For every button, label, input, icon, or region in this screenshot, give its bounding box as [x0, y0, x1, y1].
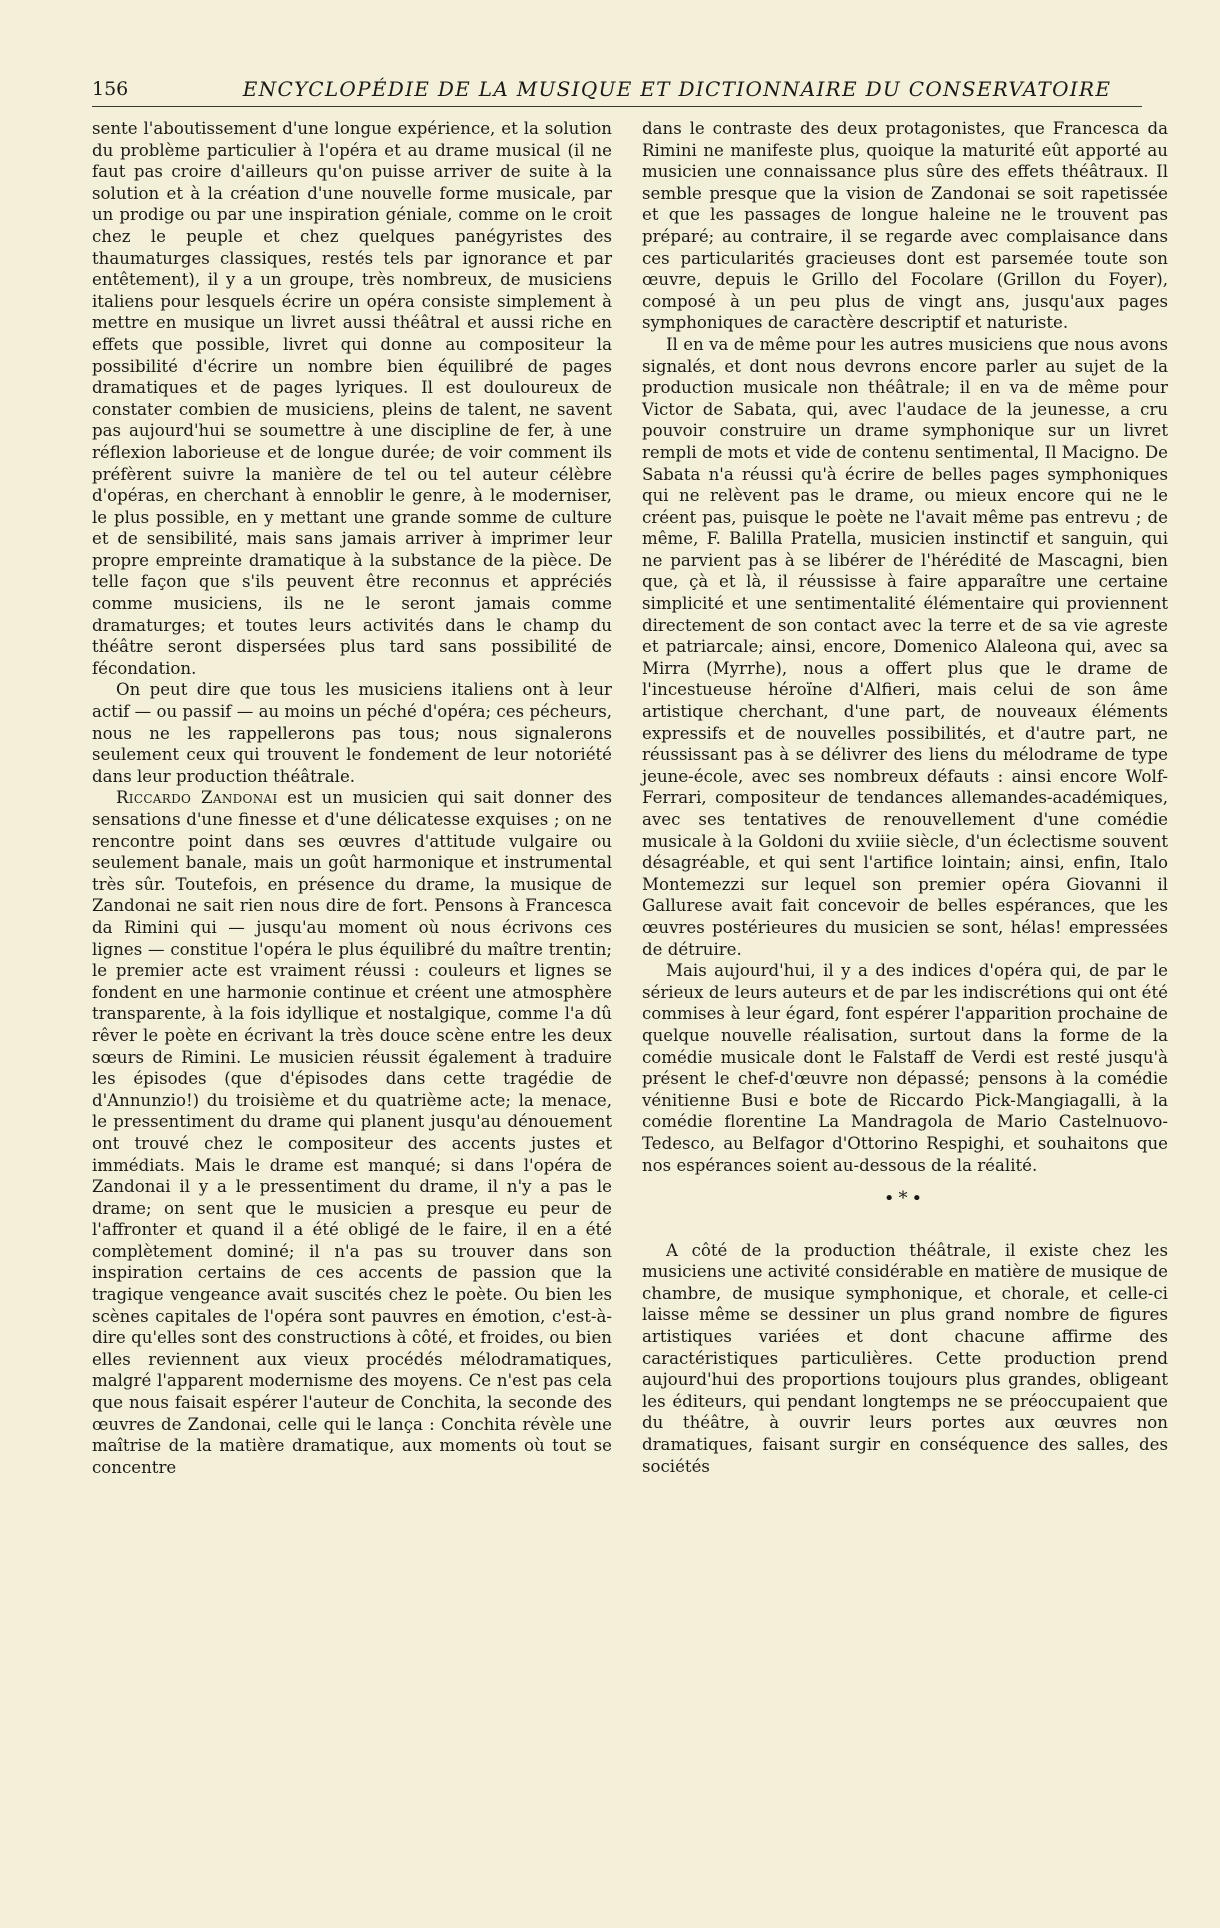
paragraph-left-2: On peut dire que tous les musiciens italiens ont à leur actif — ou passif — au moins un péché d'opéra; ces pécheurs, nous ne les rappellerons pas tous; nous signalerons seulement ceux qui trouvent le fondement de leur notoriété dans leur production théâtrale.: [92, 680, 612, 786]
section-separator: •*•: [883, 1188, 927, 1210]
paragraph-left-1: sente l'aboutissement d'une longue expérience, et la solution du problème particulier à l'opéra et au drame musical (il ne faut pas croire d'ailleurs qu'on puisse arriver de suite à la solution et à la création d'une nouvelle forme musicale, par un prodige ou par une inspiration géniale, comme on le croit chez le peuple et chez quelques panégyristes des thaumaturges classiques, restés tels par ignorance et par entêtement), il y a un groupe, très nombreux, de musiciens italiens pour lesquels écrire un opéra consiste simplement à mettre en musique un livret aussi théâtral et aussi riche en effets que possible, livret qui donne au compositeur la possibilité d'écrire un nombre bien équilibré de pages dramatiques et de pages lyriques. Il est douloureux de constater combien de musiciens, pleins de talent, ne savent pas aujourd'hui se soumettre à une discipline de fer, à une réflexion laborieuse et de longue durée; de voir comment ils préfèrent suivre la manière de tel ou tel auteur célèbre d'opéras, en cherchant à ennoblir le genre, à le moderniser, le plus possible, en y mettant une grande somme de culture et de sensibilité, mais sans jamais arriver à imprimer leur propre empreinte dramatique à la substance de la pièce. De telle façon que s'ils peuvent être reconnus et appréciés comme musiciens, ils ne le seront jamais comme dramaturges; et toutes leurs activités dans le champ du théâtre seront dispersées plus tard sans possibilité de fécondation.: [92, 119, 612, 678]
paragraph-right-1: dans le contraste des deux protagonistes, que Francesca da Rimini ne manifeste plus, quoique la maturité eût apporté au musicien une connaissance plus sûre des effets théâtraux. Il semble presque que la vision de Zandonai se soit rapetissée et que les passages de longue haleine ne le trouvent pas préparé; au contraire, il se regarde avec complaisance dans ces particularités gracieuses dont est parsemée toute son œuvre, depuis le Grillo del Focolare (Grillon du Foyer), composé à un peu plus de vingt ans, jusqu'aux pages symphoniques de caractère descriptif et naturiste.: [642, 119, 1168, 333]
paragraph-left-3-text: est un musicien qui sait donner des sensations d'une finesse et d'une délicatesse exquises ; on ne rencontre point dans ses œuvres d'attitude vulgaire ou seulement banale, mais un goût harmonique et instrumental très sûr. Toutefois, en présence du drame, la musique de Zandonai ne sait rien nous dire de fort. Pensons à Francesca da Rimini qui — jusqu'au moment où nous écrivons ces lignes — constitue l'opéra le plus équilibré du maître trentin; le premier acte est vraiment réussi : couleurs et lignes se fondent en une harmonie continue et créent une atmosphère transparente, à la fois idyllique et nostalgique, comme l'a dû rêver le poète en écrivant la très douce scène entre les deux sœurs de Rimini. Le musicien réussit également à traduire les épisodes (que d'épisodes dans cette tragédie de d'Annunzio!) du troisième et du quatrième acte; la menace, le pressentiment du drame qui planent jusqu'au dénouement ont trouvé chez le compositeur des accents justes et immédiats. Mais le drame est manqué; si dans l'opéra de Zandonai il y a le pressentiment du drame, il n'y a pas le drame; on sent que le musicien a presque eu peur de l'affronter et quand il a été obligé de le faire, il en a été complètement dominé; il n'a pas su trouver dans son inspiration certains de ces accents de passion que la tragique vengeance avait suscités chez le poète. Ou bien les scènes capitales de l'opéra sont pauvres en émotion, c'est-à-dire qu'elles sont des constructions à côté, et froides, ou bien elles reviennent aux vieux procédés mélodramatiques, malgré l'apparent modernisme des moyens. Ce n'est pas cela que nous faisait espérer l'auteur de Conchita, la seconde des œuvres de Zandonai, celle qui le lança : Conchita révèle une maîtrise de la matière dramatique, aux moments où tout se concentre: [92, 788, 612, 1477]
paragraph-right-2: Il en va de même pour les autres musiciens que nous avons signalés, et dont nous devrons encore parler au sujet de la production musicale non théâtrale; il en va de même pour Victor de Sabata, qui, avec l'audace de la jeunesse, a cru pouvoir construire un drame symphonique sur un livret rempli de mots et vide de contenu sentimental, Il Macigno. De Sabata n'a réussi qu'à écrire de belles pages symphoniques qui ne relèvent pas le drame, ou mieux encore qui ne le créent pas, puisque le poète ne l'avait même pas entrevu ; de même, F. Balilla Pratella, musicien instinctif et sanguin, qui ne parvient pas à se libérer de l'hérédité de Mascagni, bien que, çà et là, il réussisse à faire apparaître une certaine simplicité et une sentimentalité élémentaire qui proviennent directement de son contact avec la terre et de sa vie agreste et patriarcale; ainsi, encore, Domenico Alaleona qui, avec sa Mirra (Myrrhe), nous a offert plus que le drame de l'incestueuse héroïne d'Alfieri, mais celui de son âme artistique cherchant, d'une part, de nouveaux éléments expressifs et de nouvelles possibilités, et d'autre part, ne réussissant pas à se délivrer des liens du mélodrame de type jeune-école, avec ses nombreux défauts : ainsi encore Wolf-Ferrari, compositeur de tendances allemandes-académiques, avec ses tentatives de renouvellement d'une comédie musicale à la Goldoni du xviiie siècle, d'un éclectisme souvent désagréable, et qui sent l'artifice lointain; ainsi, enfin, Italo Montemezzi sur lequel son premier opéra Giovanni il Gallurese avait fait concevoir de belles espérances, que les œuvres postérieures du musicien se sont, hélas! empressées de détruire.: [642, 334, 1168, 959]
left-column: [92, 118, 612, 1478]
running-title: ENCYCLOPÉDIE DE LA MUSIQUE ET DICTIONNAIRE DU CONSERVATOIRE: [242, 77, 1112, 101]
page-number: 156: [92, 78, 129, 100]
paragraph-right-4: A côté de la production théâtrale, il existe chez les musiciens une activité considérable en matière de musique de chambre, de musique symphonique, et chorale, et celle-ci laisse même se dessiner un plus grand nombre de figures artistiques variées et dont chacune affirme des caractéristiques particulières. Cette production prend aujourd'hui des proportions toujours plus grandes, obligeant les éditeurs, qui pendant longtemps ne se préoccupaient que du théâtre, à ouvrir leurs portes aux œuvres non dramatiques, faisant surgir en conséquence des salles, des sociétés: [642, 1240, 1168, 1476]
right-column: [642, 118, 1168, 1477]
paragraph-left-3: [92, 787, 612, 1478]
page-header: [92, 74, 1142, 107]
composer-name: Riccardo Zandonai: [116, 788, 278, 808]
paragraph-right-3: Mais aujourd'hui, il y a des indices d'opéra qui, de par le sérieux de leurs auteurs et de par les indiscrétions qui ont été commises à leur égard, font espérer l'apparition prochaine de quelque nouvelle réalisation, surtout dans la forme de la comédie musicale dont le Falstaff de Verdi est resté jusqu'à présent le chef-d'œuvre non dépassé; pensons à la comédie vénitienne Busi e bote de Riccardo Pick-Mangiagalli, à la comédie florentine La Mandragola de Mario Castelnuovo-Tedesco, au Belfagor d'Ottorino Respighi, et souhaitons que nos espérances soient au-dessous de la réalité.: [642, 961, 1168, 1175]
